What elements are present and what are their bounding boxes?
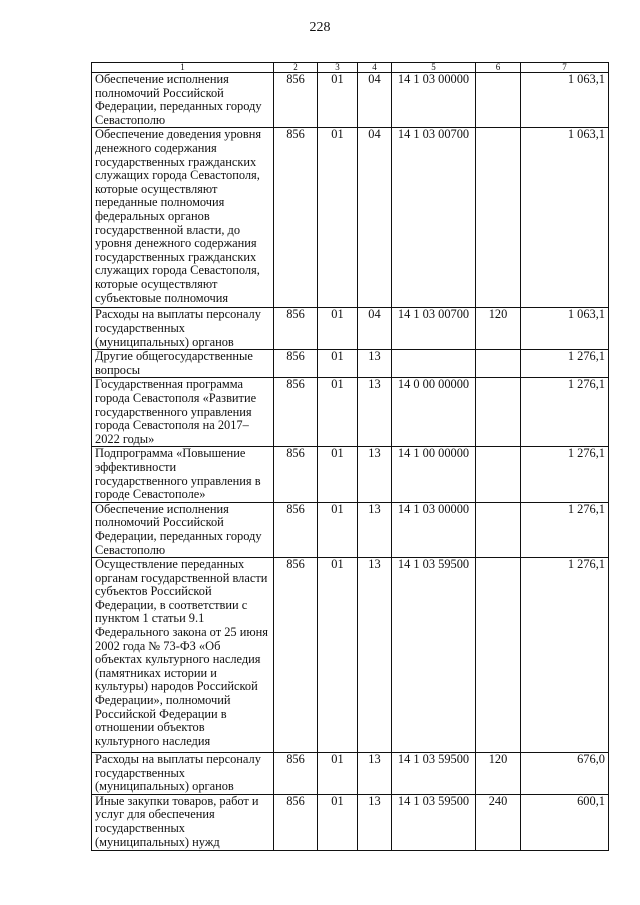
- row-subsection: 13: [358, 447, 392, 502]
- row-subsection: 13: [358, 558, 392, 753]
- table-row: [92, 308, 609, 350]
- table-row: [92, 73, 609, 128]
- row-section: 01: [318, 794, 358, 850]
- row-target: 14 1 03 00700: [392, 128, 476, 308]
- row-name: Иные закупки товаров, работ и услуг для обеспечения государственных (муниципальных) нужд: [92, 794, 274, 850]
- row-name: Обеспечение исполнения полномочий Российской Федерации, переданных городу Севастополю: [92, 73, 274, 128]
- row-section: 01: [318, 502, 358, 557]
- row-section: 01: [318, 753, 358, 795]
- table-row: [92, 128, 609, 308]
- row-code: 856: [274, 753, 318, 795]
- row-target: 14 0 00 00000: [392, 378, 476, 447]
- table-row: [92, 753, 609, 795]
- row-code: 856: [274, 558, 318, 753]
- row-section: 01: [318, 558, 358, 753]
- row-amount: 1 063,1: [521, 308, 609, 350]
- row-amount: 1 276,1: [521, 378, 609, 447]
- row-subsection: 04: [358, 308, 392, 350]
- row-code: 856: [274, 378, 318, 447]
- row-section: 01: [318, 378, 358, 447]
- row-name: Расходы на выплаты персоналу государственных (муниципальных) органов: [92, 753, 274, 795]
- row-code: 856: [274, 350, 318, 378]
- col-header-4: 4: [358, 63, 392, 73]
- budget-table: [91, 62, 609, 851]
- row-section: 01: [318, 128, 358, 308]
- row-expense: 120: [476, 753, 521, 795]
- row-expense: [476, 502, 521, 557]
- row-expense: [476, 378, 521, 447]
- row-section: 01: [318, 308, 358, 350]
- row-target: [392, 350, 476, 378]
- row-amount: 1 276,1: [521, 502, 609, 557]
- row-target: 14 1 03 00000: [392, 502, 476, 557]
- table-row: [92, 447, 609, 502]
- row-expense: 120: [476, 308, 521, 350]
- col-header-1: 1: [92, 63, 274, 73]
- col-header-2: 2: [274, 63, 318, 73]
- row-name: Государственная программа города Севастополя «Развитие государственного управления города Севастополя на 2017–2022 годы»: [92, 378, 274, 447]
- row-code: 856: [274, 308, 318, 350]
- row-amount: 1 063,1: [521, 128, 609, 308]
- row-target: 14 1 03 00000: [392, 73, 476, 128]
- row-amount: 1 276,1: [521, 447, 609, 502]
- row-subsection: 04: [358, 128, 392, 308]
- row-target: 14 1 03 59500: [392, 753, 476, 795]
- page-number: 228: [309, 20, 331, 35]
- row-section: 01: [318, 447, 358, 502]
- row-expense: [476, 73, 521, 128]
- row-name: Подпрограмма «Повышение эффективности государственного управления в городе Севастополе»: [92, 447, 274, 502]
- row-subsection: 04: [358, 73, 392, 128]
- header-row: [92, 63, 609, 73]
- row-code: 856: [274, 447, 318, 502]
- row-subsection: 13: [358, 350, 392, 378]
- table-row: [92, 794, 609, 850]
- row-subsection: 13: [358, 502, 392, 557]
- row-subsection: 13: [358, 794, 392, 850]
- row-expense: [476, 447, 521, 502]
- row-amount: 1 276,1: [521, 558, 609, 753]
- col-header-6: 6: [476, 63, 521, 73]
- row-code: 856: [274, 73, 318, 128]
- row-amount: 1 276,1: [521, 350, 609, 378]
- row-expense: [476, 128, 521, 308]
- col-header-3: 3: [318, 63, 358, 73]
- table-row: [92, 378, 609, 447]
- row-code: 856: [274, 502, 318, 557]
- row-name: Другие общегосударственные вопросы: [92, 350, 274, 378]
- row-subsection: 13: [358, 753, 392, 795]
- row-name: Обеспечение исполнения полномочий Российской Федерации, переданных городу Севастополю: [92, 502, 274, 557]
- row-code: 856: [274, 794, 318, 850]
- col-header-5: 5: [392, 63, 476, 73]
- row-section: 01: [318, 350, 358, 378]
- col-header-7: 7: [521, 63, 609, 73]
- row-subsection: 13: [358, 378, 392, 447]
- row-name: Обеспечение доведения уровня денежного содержания государственных гражданских служащих города Севастополя, которые осуществляют переданные полномочия федеральных органов государственной власти, до уровня денежного содержания государственных гражданских служащих города Севастополя, которые осуществляют субъектовые полномочия: [92, 128, 274, 308]
- row-target: 14 1 03 59500: [392, 794, 476, 850]
- row-code: 856: [274, 128, 318, 308]
- row-name: Осуществление переданных органам государственной власти субъектов Российской Федерации, в соответствии с пунктом 1 статьи 9.1 Федерального закона от 25 июня 2002 года № 73-ФЗ «Об объектах культурного наследия (памятниках истории и культуры) народов Российской Федерации», полномочий Российской Федерации в отношении объектов культурного наследия: [92, 558, 274, 753]
- row-amount: 1 063,1: [521, 73, 609, 128]
- row-amount: 600,1: [521, 794, 609, 850]
- row-target: 14 1 00 00000: [392, 447, 476, 502]
- row-amount: 676,0: [521, 753, 609, 795]
- table-row: [92, 558, 609, 753]
- row-expense: 240: [476, 794, 521, 850]
- row-target: 14 1 03 00700: [392, 308, 476, 350]
- row-section: 01: [318, 73, 358, 128]
- row-name: Расходы на выплаты персоналу государственных (муниципальных) органов: [92, 308, 274, 350]
- row-expense: [476, 350, 521, 378]
- table-row: [92, 350, 609, 378]
- table-row: [92, 502, 609, 557]
- row-expense: [476, 558, 521, 753]
- row-target: 14 1 03 59500: [392, 558, 476, 753]
